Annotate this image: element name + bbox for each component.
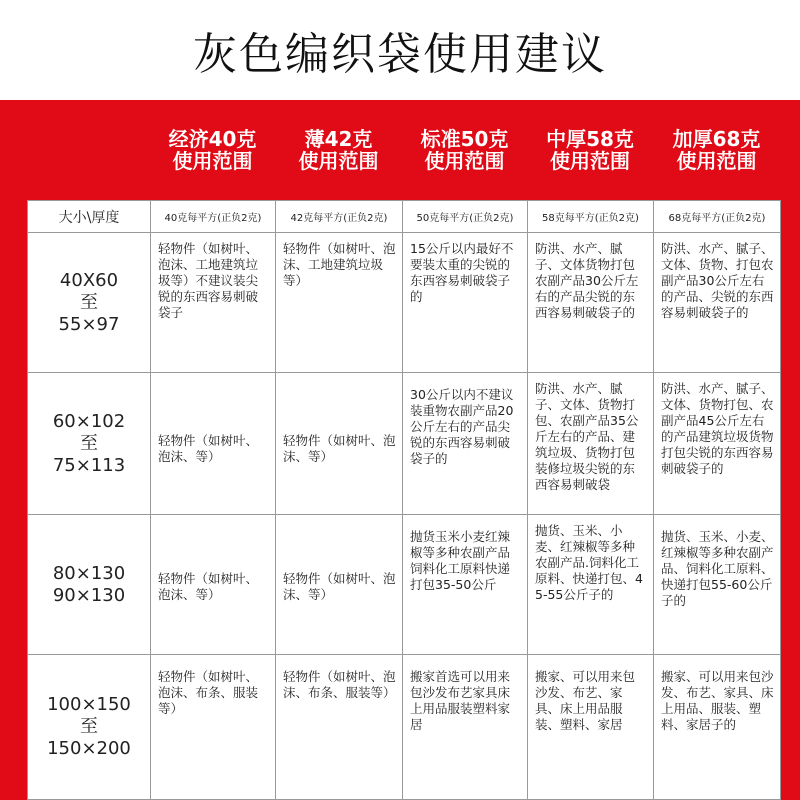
unit-cell-68g: 68克每平方(正负2克) (654, 201, 781, 233)
header-line2: 使用范围 (550, 149, 630, 173)
header-economy-40g (150, 128, 275, 192)
size-to-word: 至 (80, 291, 98, 313)
size-from: 100×150 (47, 694, 131, 715)
size-to: 75×113 (52, 454, 126, 476)
size-cell (28, 233, 151, 373)
header-line2: 使用范围 (298, 149, 379, 173)
header-line1: 经济40克 (168, 127, 257, 151)
usage-cell: 轻物件（如树叶、泡沫、等） (276, 515, 403, 655)
usage-cell: 防洪、水产、腻子、文体货物打包农副产品30公斤左右的产品尖锐的东西容易刺破袋子的 (528, 233, 654, 373)
size-thickness-label: 大小\厚度 (28, 201, 151, 233)
usage-cell: 轻物件（如树叶、泡沫、工地建筑垃圾等）不建议装尖锐的东西容易刺破袋子 (151, 233, 276, 373)
unit-row (28, 201, 781, 233)
header-line1: 标准50克 (420, 127, 509, 151)
table-row (28, 233, 781, 373)
usage-cell: 抛货、玉米、小麦、红辣椒等多种农副产品.饲料化工原料、快递打包、45-55公斤子的 (528, 515, 654, 655)
size-to: 90×130 (52, 584, 126, 606)
unit-cell-42g: 42克每平方(正负2克) (276, 201, 403, 233)
usage-cell: 轻物件（如树叶、泡沫、等） (151, 373, 276, 515)
usage-cell: 防洪、水产、腻子、文体、货物打包、农副产品45公斤左右的产品建筑垃圾货物打包尖锐的东西容易刺破袋子的 (654, 373, 781, 515)
header-line2: 使用范围 (172, 149, 253, 173)
size-cell (28, 373, 151, 515)
header-line2: 使用范围 (424, 149, 505, 173)
size-cell (28, 655, 151, 800)
usage-cell: 搬家、可以用来包沙发、布艺、家具、床上用品、服装、塑料、家居子的 (654, 655, 781, 800)
size-cell (28, 515, 151, 655)
usage-cell: 搬家首选可以用来包沙发布艺家具床上用品服装塑料家居 (403, 655, 528, 800)
usage-cell: 防洪、水产、腻子、文体、货物、打包农副产品30公斤左右的产品、尖锐的东西容易刺破袋子的 (654, 233, 781, 373)
usage-cell: 轻物件（如树叶、泡沫、等） (151, 515, 276, 655)
usage-cell: 抛货玉米小麦红辣椒等多种农副产品饲料化工原料快递打包35-50公斤 (403, 515, 528, 655)
size-from: 40X60 (59, 269, 119, 291)
unit-cell-50g: 50克每平方(正负2克) (403, 201, 528, 233)
header-medium-58g (527, 128, 653, 192)
table-row (28, 655, 781, 800)
usage-cell: 15公斤以内最好不要装太重的尖锐的东西容易刺破袋子的 (403, 233, 528, 373)
usage-cell: 搬家、可以用来包沙发、布艺、家具、床上用品服装、塑料、家居 (528, 655, 654, 800)
table-row (28, 373, 781, 515)
usage-cell: 防洪、水产、腻子、文体、货物打包、农副产品35公斤左右的产品、建筑垃圾、货物打包装修垃圾尖锐的东西容易刺破袋 (528, 373, 654, 515)
header-line2: 使用范围 (676, 149, 757, 173)
size-to: 55×97 (58, 313, 120, 335)
usage-cell: 轻物件（如树叶、泡沫、等） (276, 373, 403, 515)
unit-cell-40g: 40克每平方(正负2克) (151, 201, 276, 233)
size-to-word: 至 (80, 432, 98, 454)
usage-cell: 轻物件（如树叶、泡沫、布条、服装等） (276, 655, 403, 800)
title-area (0, 0, 800, 100)
header-line1: 中厚58克 (546, 127, 634, 151)
header-thin-42g (275, 128, 402, 192)
size-from: 80×130 (52, 562, 126, 584)
table-row (28, 515, 781, 655)
unit-cell-58g: 58克每平方(正负2克) (528, 201, 654, 233)
page-title: 灰色编织袋使用建议 (193, 29, 607, 80)
size-to: 150×200 (47, 738, 131, 759)
usage-table (27, 200, 780, 800)
header-standard-50g (402, 128, 527, 192)
usage-cell: 30公斤以内不建议装重物农副产品20公斤左右的产品尖锐的东西容易刺破袋子的 (403, 373, 528, 515)
header-line1: 薄42克 (304, 127, 373, 151)
size-to-word: 至 (80, 716, 98, 737)
usage-cell: 轻物件（如树叶、泡沫、工地建筑垃圾等） (276, 233, 403, 373)
header-thick-68g (653, 128, 780, 192)
header-line1: 加厚68克 (672, 127, 761, 151)
usage-cell: 轻物件（如树叶、泡沫、布条、服装等） (151, 655, 276, 800)
size-from: 60×102 (52, 410, 126, 432)
usage-cell: 抛货、玉米、小麦、红辣椒等多种农副产品、饲料化工原料、快递打包55-60公斤子的 (654, 515, 781, 655)
